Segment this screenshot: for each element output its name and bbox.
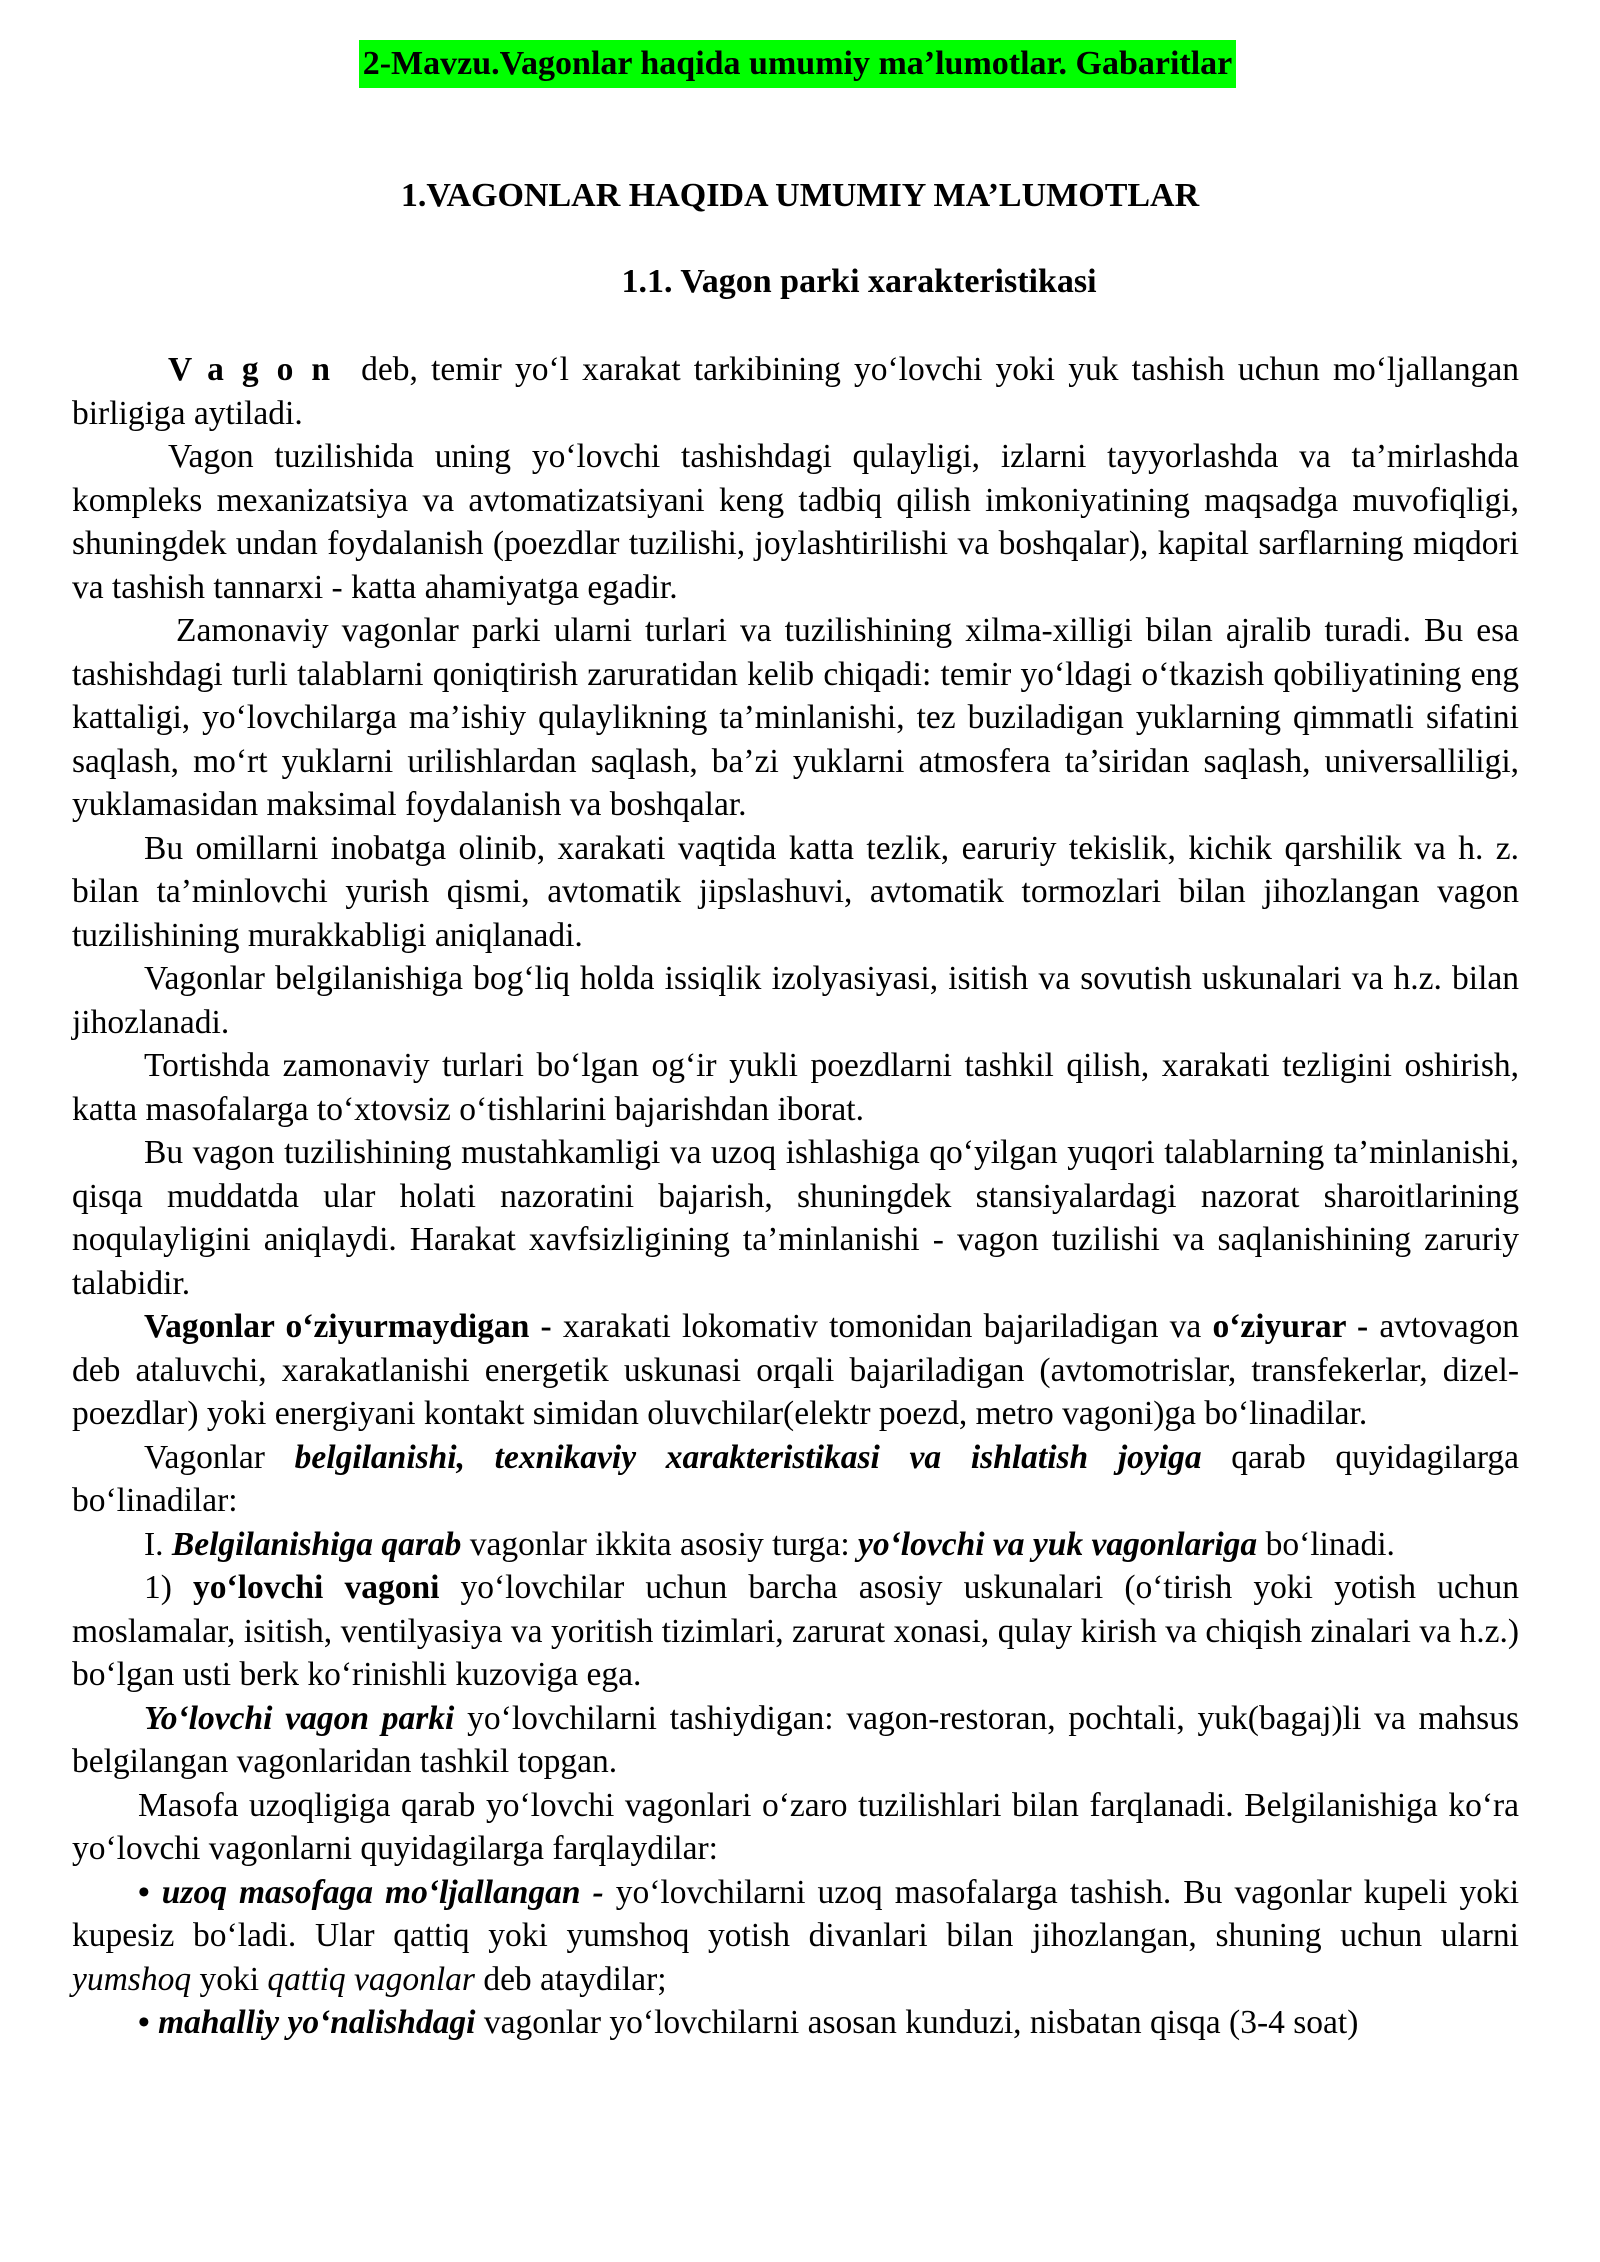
bold-term: Vagonlar o‘ziyurmaydigan - — [144, 1308, 552, 1345]
paragraph-purpose-types — [72, 1523, 1519, 1567]
paragraph-reliability: Bu vagon tuzilishining mustahkamligi va uzoq ishlashiga qo‘yilgan yuqori talablarning ta’minlanishi, qisqa muddatda ular holati nazoratini bajarish, shuningdek stansiyalardagi nazorat sharoitlarining noqulayligini aniqlaydi. Harakat xavfsizligining ta’minlanishi - vagon tuzilishi va saqlanishining zaruriy talabidir. — [72, 1134, 1519, 1302]
paragraph-text: deb ataydilar; — [474, 1960, 667, 1998]
paragraph-text: yoki — [191, 1960, 268, 1998]
paragraph-text: yo‘lovchilar uchun barcha asosiy uskunalari (o‘tirish yoki yotish uchun moslamalar, isitish, ventilyasiya va yoritish tizimlari, zarurat xonasi, qulay kirish va chiqish zinalari va h.z.) bo‘lgan usti berk ko‘rinishli kuzoviga ega. — [72, 1569, 1519, 1693]
paragraph-distance: Masofa uzoqligiga qarab yo‘lovchi vagonlari o‘zaro tuzilishlari bilan farqlanadi. Belgilanishiga ko‘ra yo‘lovchi vagonlarni quyidagilarga farqlaydilar: — [72, 1786, 1519, 1867]
paragraph-text: 1) — [144, 1569, 194, 1606]
bullet-icon: • — [138, 1873, 150, 1911]
document-body — [72, 348, 1519, 2045]
paragraph-passenger-fleet — [72, 1697, 1519, 1784]
paragraph-text: vagonlar yo‘lovchilarni asosan kunduzi, nisbatan qisqa (3-4 soat) — [475, 2004, 1359, 2041]
term-vagon: Vagon — [168, 351, 348, 388]
section-heading: 1.1. Vagon parki xarakteristikasi — [621, 263, 1097, 300]
paragraph-text: bo‘linadi. — [1257, 1525, 1395, 1563]
bold-italic-term: mahalliy yo‘nalishdagi — [158, 2004, 476, 2041]
paragraph-equipment: Vagonlar belgilanishiga bog‘liq holda issiqlik izolyasiyasi, isitish va sovutish uskunalari va h.z. bilan jihozlanadi. — [72, 960, 1519, 1041]
paragraph-text: avtovagon deb ataluvchi, xarakatlanishi energetik uskunasi orqali bajariladigan (avtomotrislar, transfekerlar, dizel-poezdlar) yoki energiyani kontakt simidan oluvchilar(elektr poezd, metro vagoni)ga bo‘linadilar. — [72, 1308, 1519, 1432]
bold-italic-term: Belgilanishiga qarab — [171, 1525, 462, 1563]
paragraph-passenger-car — [72, 1566, 1519, 1697]
paragraph-text: I. — [144, 1525, 172, 1563]
bold-italic-term: yo‘lovchi va yuk vagonlariga — [858, 1525, 1258, 1563]
bold-italic-term: belgilanishi, texnikaviy xarakteristikasi va ishlatish joyiga — [294, 1438, 1202, 1476]
paragraph-text: xarakati lokomativ tomonidan bajariladigan va — [551, 1308, 1213, 1345]
bullet-icon: • — [138, 2004, 150, 2041]
paragraph-text: yo‘lovchilarni tashiydigan: vagon-restoran, pochtali, yuk(bagaj)li va mahsus belgilangan vagonlaridan tashkil topgan. — [72, 1699, 1519, 1780]
paragraph-construction: Vagon tuzilishida uning yo‘lovchi tashishdagi qulayligi, izlarni tayyorlashda va ta’mirlashda kompleks mexanizatsiya va avtomatizatsiyani keng tadbiq qilish imkoniyatining maqsadga muvofiqligi, shuningdek undan foydalanish (poezdlar tuzilishi, joylashtirilishi va boshqalar), kapital sarflarning miqdori va tashish tannarxi - katta ahamiyatga egadir. — [72, 438, 1519, 606]
paragraph-factors: Bu omillarni inobatga olinib, xarakati vaqtida katta tezlik, earuriy tekislik, kichik qarshilik va h. z. bilan ta’minlovchi yurish qismi, avtomatik jipslashuvi, avtomatik tormozlari bilan jihozlangan vagon tuzilishining murakkabligi aniqlanadi. — [72, 829, 1519, 954]
topic-title-wrap — [0, 40, 1600, 88]
chapter-heading: 1.VAGONLAR HAQIDA UMUMIY MA’LUMOTLAR — [400, 177, 1200, 214]
topic-title: 2-Mavzu.Vagonlar haqida umumiy ma’lumotlar. Gabaritlar — [359, 40, 1237, 88]
bold-term: yo‘lovchi vagoni — [193, 1569, 440, 1606]
paragraph-classification — [72, 1436, 1519, 1523]
list-item — [72, 2001, 1519, 2045]
bold-term: o‘ziyurar - — [1212, 1308, 1369, 1345]
italic-term: yumshoq — [72, 1960, 192, 1998]
paragraph-text: yo‘lovchilarni uzoq masofalarga tashish. Bu vagonlar kupeli yoki kupesiz bo‘ladi. Ular qattiq yoki yumshoq yotish divanlari bilan jihozlangan, shuning uchun ularni — [72, 1873, 1520, 1954]
bold-italic-term: Yo‘lovchi vagon parki — [144, 1699, 455, 1737]
paragraph-definition — [72, 348, 1519, 435]
bold-italic-term: uzoq masofaga mo‘ljallangan - — [161, 1873, 604, 1911]
paragraph-modern-fleet: Zamonaviy vagonlar parki ularni turlari va tuzilishining xilma-xilligi bilan ajralib turadi. Bu esa tashishdagi turli talablarni qoniqtirish zaruratidan kelib chiqadi: temir yo‘ldagi o‘tkazish qobiliyatining eng kattaligi, yo‘lovchilarga ma’ishiy qulaylikning ta’minlanishi, tez buziladigan yuklarning qimmatli sifatini saqlash, mo‘rt yuklarni urilishlardan saqlash, ba’zi yuklarni atmosfera ta’siridan saqlash, universalliligi, yuklamasidan maksimal foydalanish va boshqalar. — [72, 612, 1519, 823]
paragraph-traction: Tortishda zamonaviy turlari bo‘lgan og‘ir yukli poezdlarni tashkil qilish, xarakati tezligini oshirish, katta masofalarga to‘xtovsiz o‘tishlarini bajarishdan iborat. — [72, 1047, 1519, 1128]
paragraph-text: deb, temir yo‘l xarakat tarkibining yo‘lovchi yoki yuk tashish uchun mo‘ljallangan birligiga aytiladi. — [72, 351, 1519, 432]
list-item — [72, 1871, 1519, 2002]
paragraph-text: vagonlar ikkita asosiy turga: — [461, 1525, 859, 1563]
paragraph-self-propelled — [72, 1305, 1519, 1436]
paragraph-text: qarab quyidagilarga bo‘linadilar: — [72, 1438, 1519, 1519]
paragraph-text: Vagonlar — [144, 1438, 295, 1476]
italic-term: qattiq vagonlar — [267, 1960, 475, 1998]
